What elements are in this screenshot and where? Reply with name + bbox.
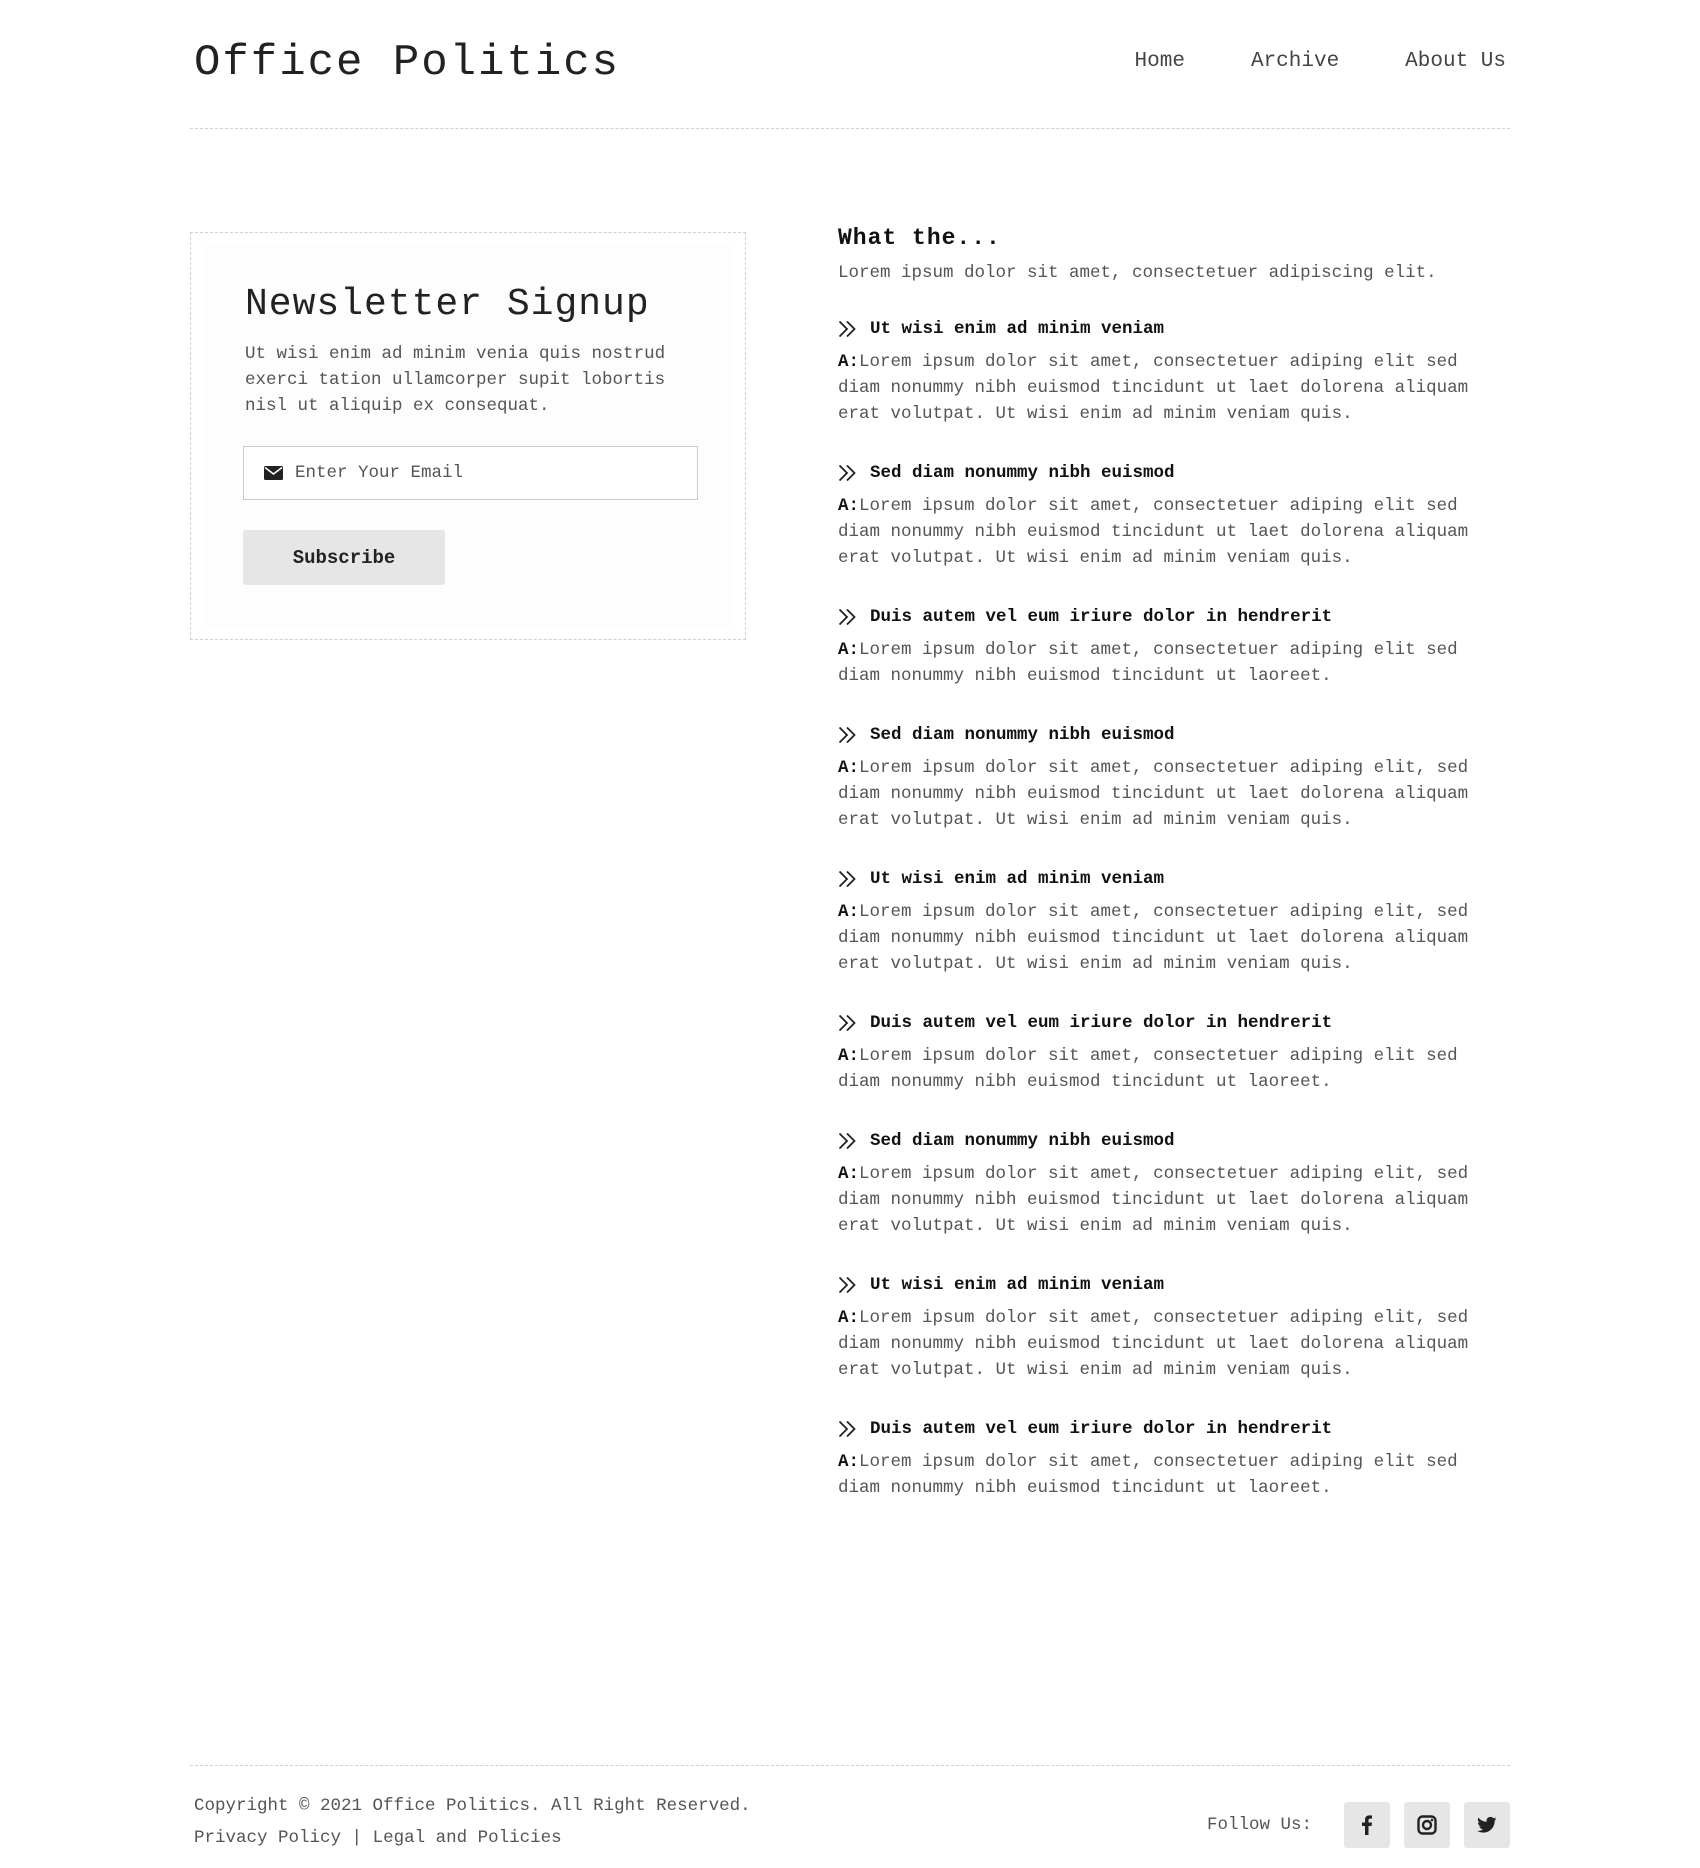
- follow-label: Follow Us:: [1206, 1815, 1312, 1835]
- newsletter-card: [203, 245, 733, 627]
- faq-item: [838, 319, 1510, 427]
- faq-answer-text: Lorem ipsum dolor sit amet, consectetuer adiping elit sed diam nonummy nibh euismod tincidunt ut laoreet.: [838, 1452, 1458, 1498]
- answer-label: A:: [838, 1452, 860, 1472]
- faq-question[interactable]: [838, 1275, 1510, 1295]
- envelope-icon: [264, 466, 283, 480]
- double-chevron-right-icon: [838, 726, 860, 744]
- faq-question-text: Ut wisi enim ad minim veniam: [870, 869, 1165, 889]
- facebook-button[interactable]: [1344, 1802, 1390, 1848]
- newsletter-panel: [190, 232, 746, 640]
- site-header: [190, 0, 1510, 129]
- copyright-text: Copyright © 2021 Office Politics. All Right Reserved.: [194, 1796, 751, 1816]
- answer-label: A:: [838, 640, 860, 660]
- nav-archive[interactable]: Archive: [1250, 50, 1340, 73]
- email-field[interactable]: [243, 446, 698, 500]
- double-chevron-right-icon: [838, 320, 860, 338]
- newsletter-title: Newsletter Signup: [245, 283, 650, 326]
- faq-section: [838, 225, 1510, 1537]
- faq-question-text: Ut wisi enim ad minim veniam: [870, 1275, 1165, 1295]
- subscribe-button[interactable]: Subscribe: [243, 530, 445, 585]
- faq-answer: [838, 637, 1510, 689]
- answer-label: A:: [838, 352, 860, 372]
- faq-question[interactable]: [838, 1013, 1510, 1033]
- faq-question[interactable]: [838, 463, 1510, 483]
- faq-question[interactable]: [838, 607, 1510, 627]
- answer-label: A:: [838, 1164, 860, 1184]
- faq-answer-text: Lorem ipsum dolor sit amet, consectetuer adiping elit sed diam nonummy nibh euismod tincidunt ut laoreet.: [838, 640, 1458, 686]
- faq-question-text: Ut wisi enim ad minim veniam: [870, 319, 1165, 339]
- faq-answer-text: Lorem ipsum dolor sit amet, consectetuer adiping elit, sed diam nonummy nibh euismod tincidunt ut laet dolorena aliquam erat volutpat. Ut wisi enim ad minim veniam quis.: [838, 758, 1469, 830]
- faq-answer: [838, 755, 1510, 833]
- faq-answer-text: Lorem ipsum dolor sit amet, consectetuer adiping elit sed diam nonummy nibh euismod tincidunt ut laoreet.: [838, 1046, 1458, 1092]
- policy-separator: |: [351, 1828, 363, 1848]
- faq-answer: [838, 1161, 1510, 1239]
- faq-question-text: Duis autem vel eum iriure dolor in hendrerit: [870, 1013, 1333, 1033]
- main-nav: [1135, 50, 1506, 73]
- faq-answer-text: Lorem ipsum dolor sit amet, consectetuer adiping elit, sed diam nonummy nibh euismod tincidunt ut laet dolorena aliquam erat volutpat. Ut wisi enim ad minim veniam quis.: [838, 902, 1469, 974]
- faq-item: [838, 1131, 1510, 1239]
- faq-question[interactable]: [838, 319, 1510, 339]
- nav-about-us[interactable]: About Us: [1405, 50, 1506, 73]
- answer-label: A:: [838, 496, 860, 516]
- faq-question[interactable]: [838, 1131, 1510, 1151]
- instagram-icon: [1417, 1815, 1437, 1835]
- faq-list: [838, 319, 1510, 1501]
- faq-answer: [838, 1305, 1510, 1383]
- double-chevron-right-icon: [838, 1132, 860, 1150]
- faq-question-text: Duis autem vel eum iriure dolor in hendrerit: [870, 607, 1333, 627]
- faq-question[interactable]: [838, 725, 1510, 745]
- answer-label: A:: [838, 758, 860, 778]
- faq-item: [838, 1275, 1510, 1383]
- faq-answer: [838, 899, 1510, 977]
- faq-question-text: Duis autem vel eum iriure dolor in hendrerit: [870, 1419, 1333, 1439]
- faq-item: [838, 1013, 1510, 1095]
- double-chevron-right-icon: [838, 464, 860, 482]
- newsletter-description: Ut wisi enim ad minim venia quis nostrud exerci tation ullamcorper supit lobortis nisl ut aliquip ex consequat.: [245, 344, 666, 416]
- site-footer: [190, 1765, 1510, 1868]
- site-title[interactable]: Office Politics: [194, 38, 621, 88]
- faq-question-text: Sed diam nonummy nibh euismod: [870, 725, 1175, 745]
- answer-label: A:: [838, 1308, 860, 1328]
- faq-answer-text: Lorem ipsum dolor sit amet, consectetuer adiping elit, sed diam nonummy nibh euismod tincidunt ut laet dolorena aliquam erat volutpat. Ut wisi enim ad minim veniam quis.: [838, 1164, 1469, 1236]
- faq-item: [838, 725, 1510, 833]
- answer-label: A:: [838, 1046, 860, 1066]
- answer-label: A:: [838, 902, 860, 922]
- faq-answer-text: Lorem ipsum dolor sit amet, consectetuer adiping elit sed diam nonummy nibh euismod tincidunt ut laet dolorena aliquam erat volutpat. Ut wisi enim ad minim veniam quis.: [838, 352, 1469, 424]
- faq-item: [838, 607, 1510, 689]
- double-chevron-right-icon: [838, 1276, 860, 1294]
- faq-question-text: Sed diam nonummy nibh euismod: [870, 1131, 1175, 1151]
- faq-answer: [838, 493, 1510, 571]
- page: [190, 0, 1510, 1868]
- double-chevron-right-icon: [838, 870, 860, 888]
- faq-question[interactable]: [838, 1419, 1510, 1439]
- instagram-button[interactable]: [1404, 1802, 1450, 1848]
- policy-links: [194, 1828, 562, 1848]
- main-content: [190, 129, 1510, 1765]
- faq-heading: What the...: [838, 225, 1001, 251]
- faq-item: [838, 463, 1510, 571]
- faq-item: [838, 1419, 1510, 1501]
- twitter-button[interactable]: [1464, 1802, 1510, 1848]
- facebook-icon: [1357, 1815, 1377, 1835]
- follow-us: [1207, 1802, 1510, 1848]
- faq-answer: [838, 1043, 1510, 1095]
- privacy-policy-link[interactable]: Privacy Policy: [194, 1828, 342, 1848]
- email-input[interactable]: [293, 462, 677, 484]
- twitter-icon: [1477, 1815, 1497, 1835]
- faq-answer: [838, 1449, 1510, 1501]
- faq-answer: [838, 349, 1510, 427]
- faq-answer-text: Lorem ipsum dolor sit amet, consectetuer adiping elit sed diam nonummy nibh euismod tincidunt ut laet dolorena aliquam erat volutpat. Ut wisi enim ad minim veniam quis.: [838, 496, 1469, 568]
- faq-item: [838, 869, 1510, 977]
- double-chevron-right-icon: [838, 608, 860, 626]
- faq-question-text: Sed diam nonummy nibh euismod: [870, 463, 1175, 483]
- double-chevron-right-icon: [838, 1014, 860, 1032]
- nav-home[interactable]: Home: [1134, 50, 1185, 73]
- faq-question[interactable]: [838, 869, 1510, 889]
- faq-intro: Lorem ipsum dolor sit amet, consectetuer adipiscing elit.: [838, 263, 1437, 283]
- faq-answer-text: Lorem ipsum dolor sit amet, consectetuer adiping elit, sed diam nonummy nibh euismod tincidunt ut laet dolorena aliquam erat volutpat. Ut wisi enim ad minim veniam quis.: [838, 1308, 1469, 1380]
- double-chevron-right-icon: [838, 1420, 860, 1438]
- legal-policies-link[interactable]: Legal and Policies: [372, 1828, 562, 1848]
